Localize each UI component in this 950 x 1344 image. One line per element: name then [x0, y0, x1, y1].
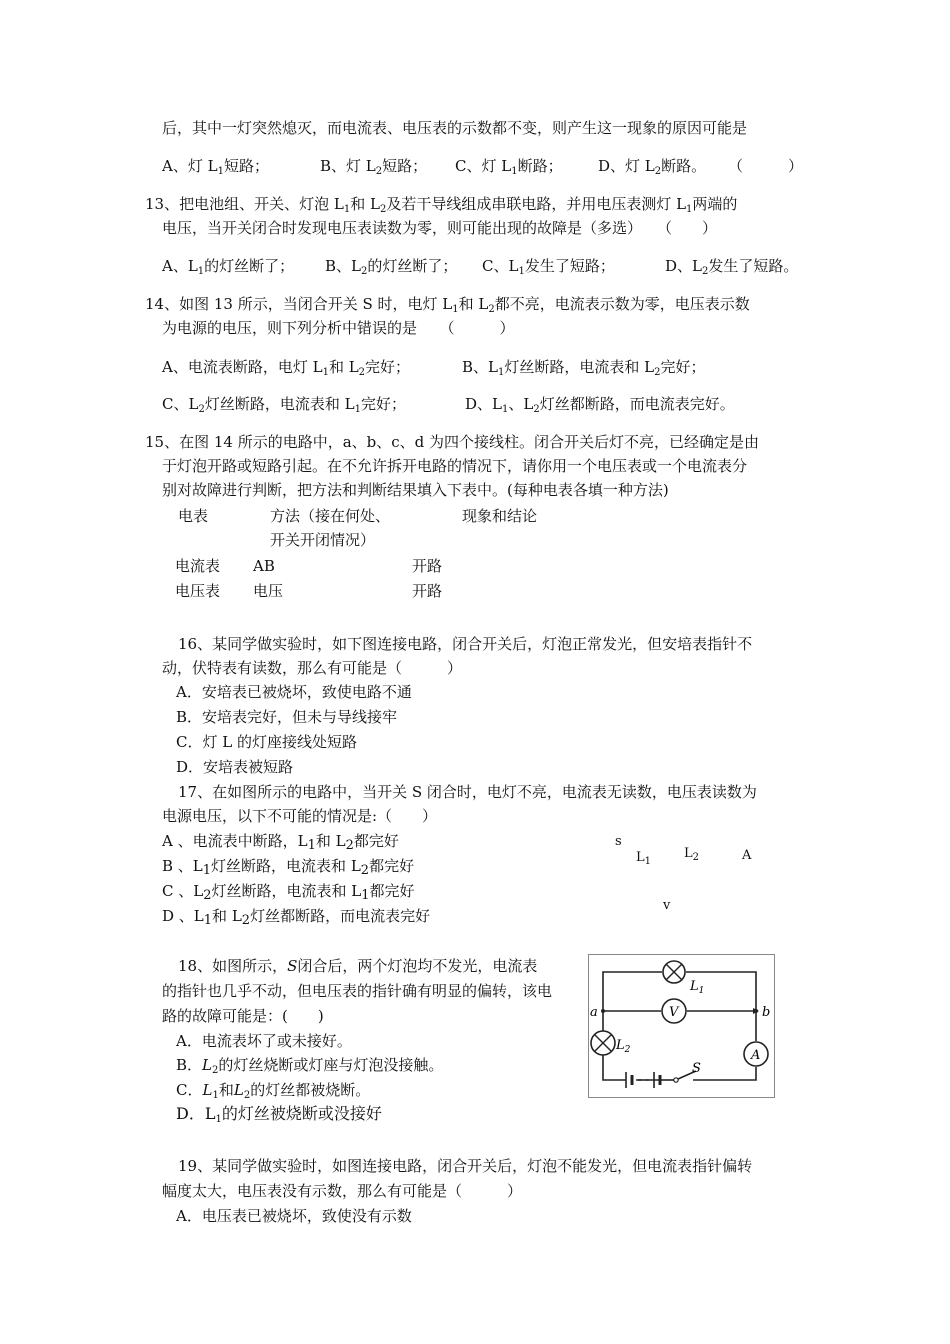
- q18-lamp-l1-icon: [663, 961, 685, 983]
- q14-option-a: A、电流表断路，电灯 $L_1$和 $L_2$完好；: [162, 358, 411, 378]
- q18-node-a: [601, 1009, 605, 1013]
- q13-option-b: B、$L_2$的灯丝断了；: [325, 257, 458, 277]
- q18-option-a: A．电流表坏了或未接好。: [176, 1032, 352, 1050]
- q14-stem-line2: 为电源的电压，则下列分析中错误的是 （ ）: [162, 319, 515, 337]
- q18-option-c: C．$L_1$和$L_2$的灯丝都被烧断。: [176, 1081, 371, 1101]
- q18-switch-icon: [660, 1071, 696, 1082]
- q16-stem-line2: 动，伏特表有读数，那么有可能是（ ）: [162, 659, 463, 677]
- q15-stem-line3: 别对故障进行判断，把方法和判断结果填入下表中。(每种电表各填一种方法): [162, 481, 669, 499]
- q19-stem-line1: 19、某同学做实验时，如图连接电路，闭合开关后，灯泡不能发光，但电流表指针偏转: [178, 1157, 753, 1175]
- q18-fig-l2-label: $L_2$: [616, 1038, 631, 1055]
- q12-option-c: C、灯 $L_1$断路；: [455, 157, 563, 177]
- q14-option-b: B、$L_1$灯丝断路，电流表和 $L_2$完好；: [462, 358, 706, 378]
- q18-fig-ammeter-label: A: [751, 1048, 761, 1063]
- q15-header-method: 方法（接在何处、: [270, 507, 391, 525]
- q13-option-d: D、$L_2$发生了短路。: [665, 257, 799, 277]
- q18-lamp-l2-icon: [591, 1031, 615, 1055]
- q17-fig-l1-label: $L_1$: [636, 850, 652, 867]
- q18-fig-node-a-label: a: [590, 1005, 598, 1020]
- q17-fig-voltmeter-label: v: [663, 898, 671, 913]
- q18-stem-line1: 18、如图所示，S闭合后，两个灯泡均不发光，电流表: [178, 957, 538, 975]
- q18-circuit-diagram: [588, 954, 775, 1098]
- q13-option-c: C、$L_1$发生了短路；: [482, 257, 615, 277]
- q17-option-d: D 、$L_1$和 $L_2$灯丝都断路，而电流表完好: [162, 907, 431, 928]
- q15-row-1-meter: 电流表: [175, 557, 221, 575]
- q18-fig-switch-label: S: [692, 1061, 701, 1076]
- q17-option-c: C 、$L_2$灯丝断路，电流表和 $L_1$都完好: [162, 882, 415, 903]
- q17-fig-ammeter-label: A: [742, 848, 752, 863]
- q14-option-d: D、$L_1$、$L_2$灯丝都断路，而电流表完好。: [465, 395, 735, 415]
- q18-fig-voltmeter-label: V: [669, 1005, 679, 1020]
- q18-option-b: B．$L_2$的灯丝烧断或灯座与灯泡没接触。: [176, 1056, 444, 1076]
- q18-stem-line3: 路的故障可能是：( ): [162, 1007, 324, 1025]
- q18-voltmeter-icon: [662, 999, 686, 1023]
- q17-stem-line1: 17、在如图所示的电路中，当开关 S 闭合时，电灯不亮，电流表无读数，电压表读数为: [178, 783, 757, 801]
- q18-ammeter-icon: [744, 1042, 768, 1066]
- q16-option-b: B．安培表完好，但未与导线接牢: [176, 708, 398, 726]
- q18-option-d: D．$L_1$的灯丝被烧断或没接好: [176, 1104, 382, 1125]
- q15-stem-line1: 15、在图 14 所示的电路中，a、b、c、d 为四个接线柱。闭合开关后灯不亮，已经确定是由: [145, 433, 760, 451]
- q15-stem-line2: 于灯泡开路或短路引起。在不允许拆开电路的情况下，请你用一个电压表或一个电流表分: [162, 457, 748, 475]
- q18-wires: [603, 972, 756, 1080]
- q16-stem-line1: 16、某同学做实验时，如下图连接电路，闭合开关后，灯泡正常发光，但安培表指针不: [178, 635, 753, 653]
- q18-fig-l1-label: $L_1$: [690, 979, 705, 996]
- q16-option-a: A．安培表已被烧坏，致使电路不通: [176, 683, 412, 701]
- q12-answer-blank: （ ）: [728, 157, 804, 175]
- q15-header-meter: 电表: [178, 507, 209, 525]
- q17-fig-switch-label: s: [615, 834, 622, 849]
- q14-option-c: C、$L_2$灯丝断路，电流表和 $L_1$完好；: [162, 395, 406, 415]
- q13-stem-line1: 13、把电池组、开关、灯泡 $L_1$和 $L_2$及若干导线组成串联电路，并用电压表测灯 $L_1$两端的: [145, 195, 738, 215]
- q13-stem-line2: 电压，当开关闭合时发现电压表读数为零，则可能出现的故障是（多选） （ ）: [162, 219, 718, 237]
- q12-option-b: B、灯 $L_2$短路；: [320, 157, 428, 177]
- q16-option-c: C．灯 L 的灯座接线处短路: [176, 733, 357, 751]
- q16-option-d: D．安培表被短路: [176, 758, 294, 776]
- q18-fig-node-b-label: b: [762, 1005, 771, 1020]
- q19-option-a: A．电压表已被烧坏，致使没有示数: [176, 1207, 412, 1225]
- q13-option-a: A、$L_1$的灯丝断了；: [162, 257, 295, 277]
- q17-option-b: B 、$L_1$灯丝断路，电流表和 $L_2$都完好: [162, 857, 415, 878]
- q17-fig-l2-label: $L_2$: [684, 846, 700, 863]
- q17-stem-line2: 电源电压，以下不可能的情况是:（ ）: [162, 807, 438, 825]
- q19-stem-line2: 幅度太大，电压表没有示数，那么有可能是（ ）: [162, 1182, 523, 1200]
- q17-option-a: A 、电流表中断路，$L_1$和 $L_2$都完好: [162, 832, 399, 853]
- q12-option-d: D、灯 $L_2$断路。: [598, 157, 707, 177]
- q15-row-2-meter: 电压表: [175, 582, 221, 600]
- q12-stem-cont: 后，其中一灯突然熄灭，而电流表、电压表的示数都不变，则产生这一现象的原因可能是: [162, 119, 748, 137]
- q15-row-2-method: 电压: [253, 582, 284, 600]
- q12-option-a: A、灯 $L_1$短路；: [162, 157, 269, 177]
- q18-stem-line2: 的指针也几乎不动，但电压表的指针确有明显的偏转，该电: [162, 982, 553, 1000]
- q15-header-method-2: 开关开闭情况）: [270, 531, 376, 549]
- q15-row-1-result: 开路: [412, 557, 443, 575]
- q15-row-2-result: 开路: [412, 582, 443, 600]
- q14-stem-line1: 14、如图 13 所示，当闭合开关 S 时，电灯 $L_1$和 $L_2$都不亮，电流表示数为零，电压表示数: [145, 295, 750, 315]
- q15-header-result: 现象和结论: [462, 507, 538, 525]
- q15-row-1-method: AB: [253, 557, 275, 575]
